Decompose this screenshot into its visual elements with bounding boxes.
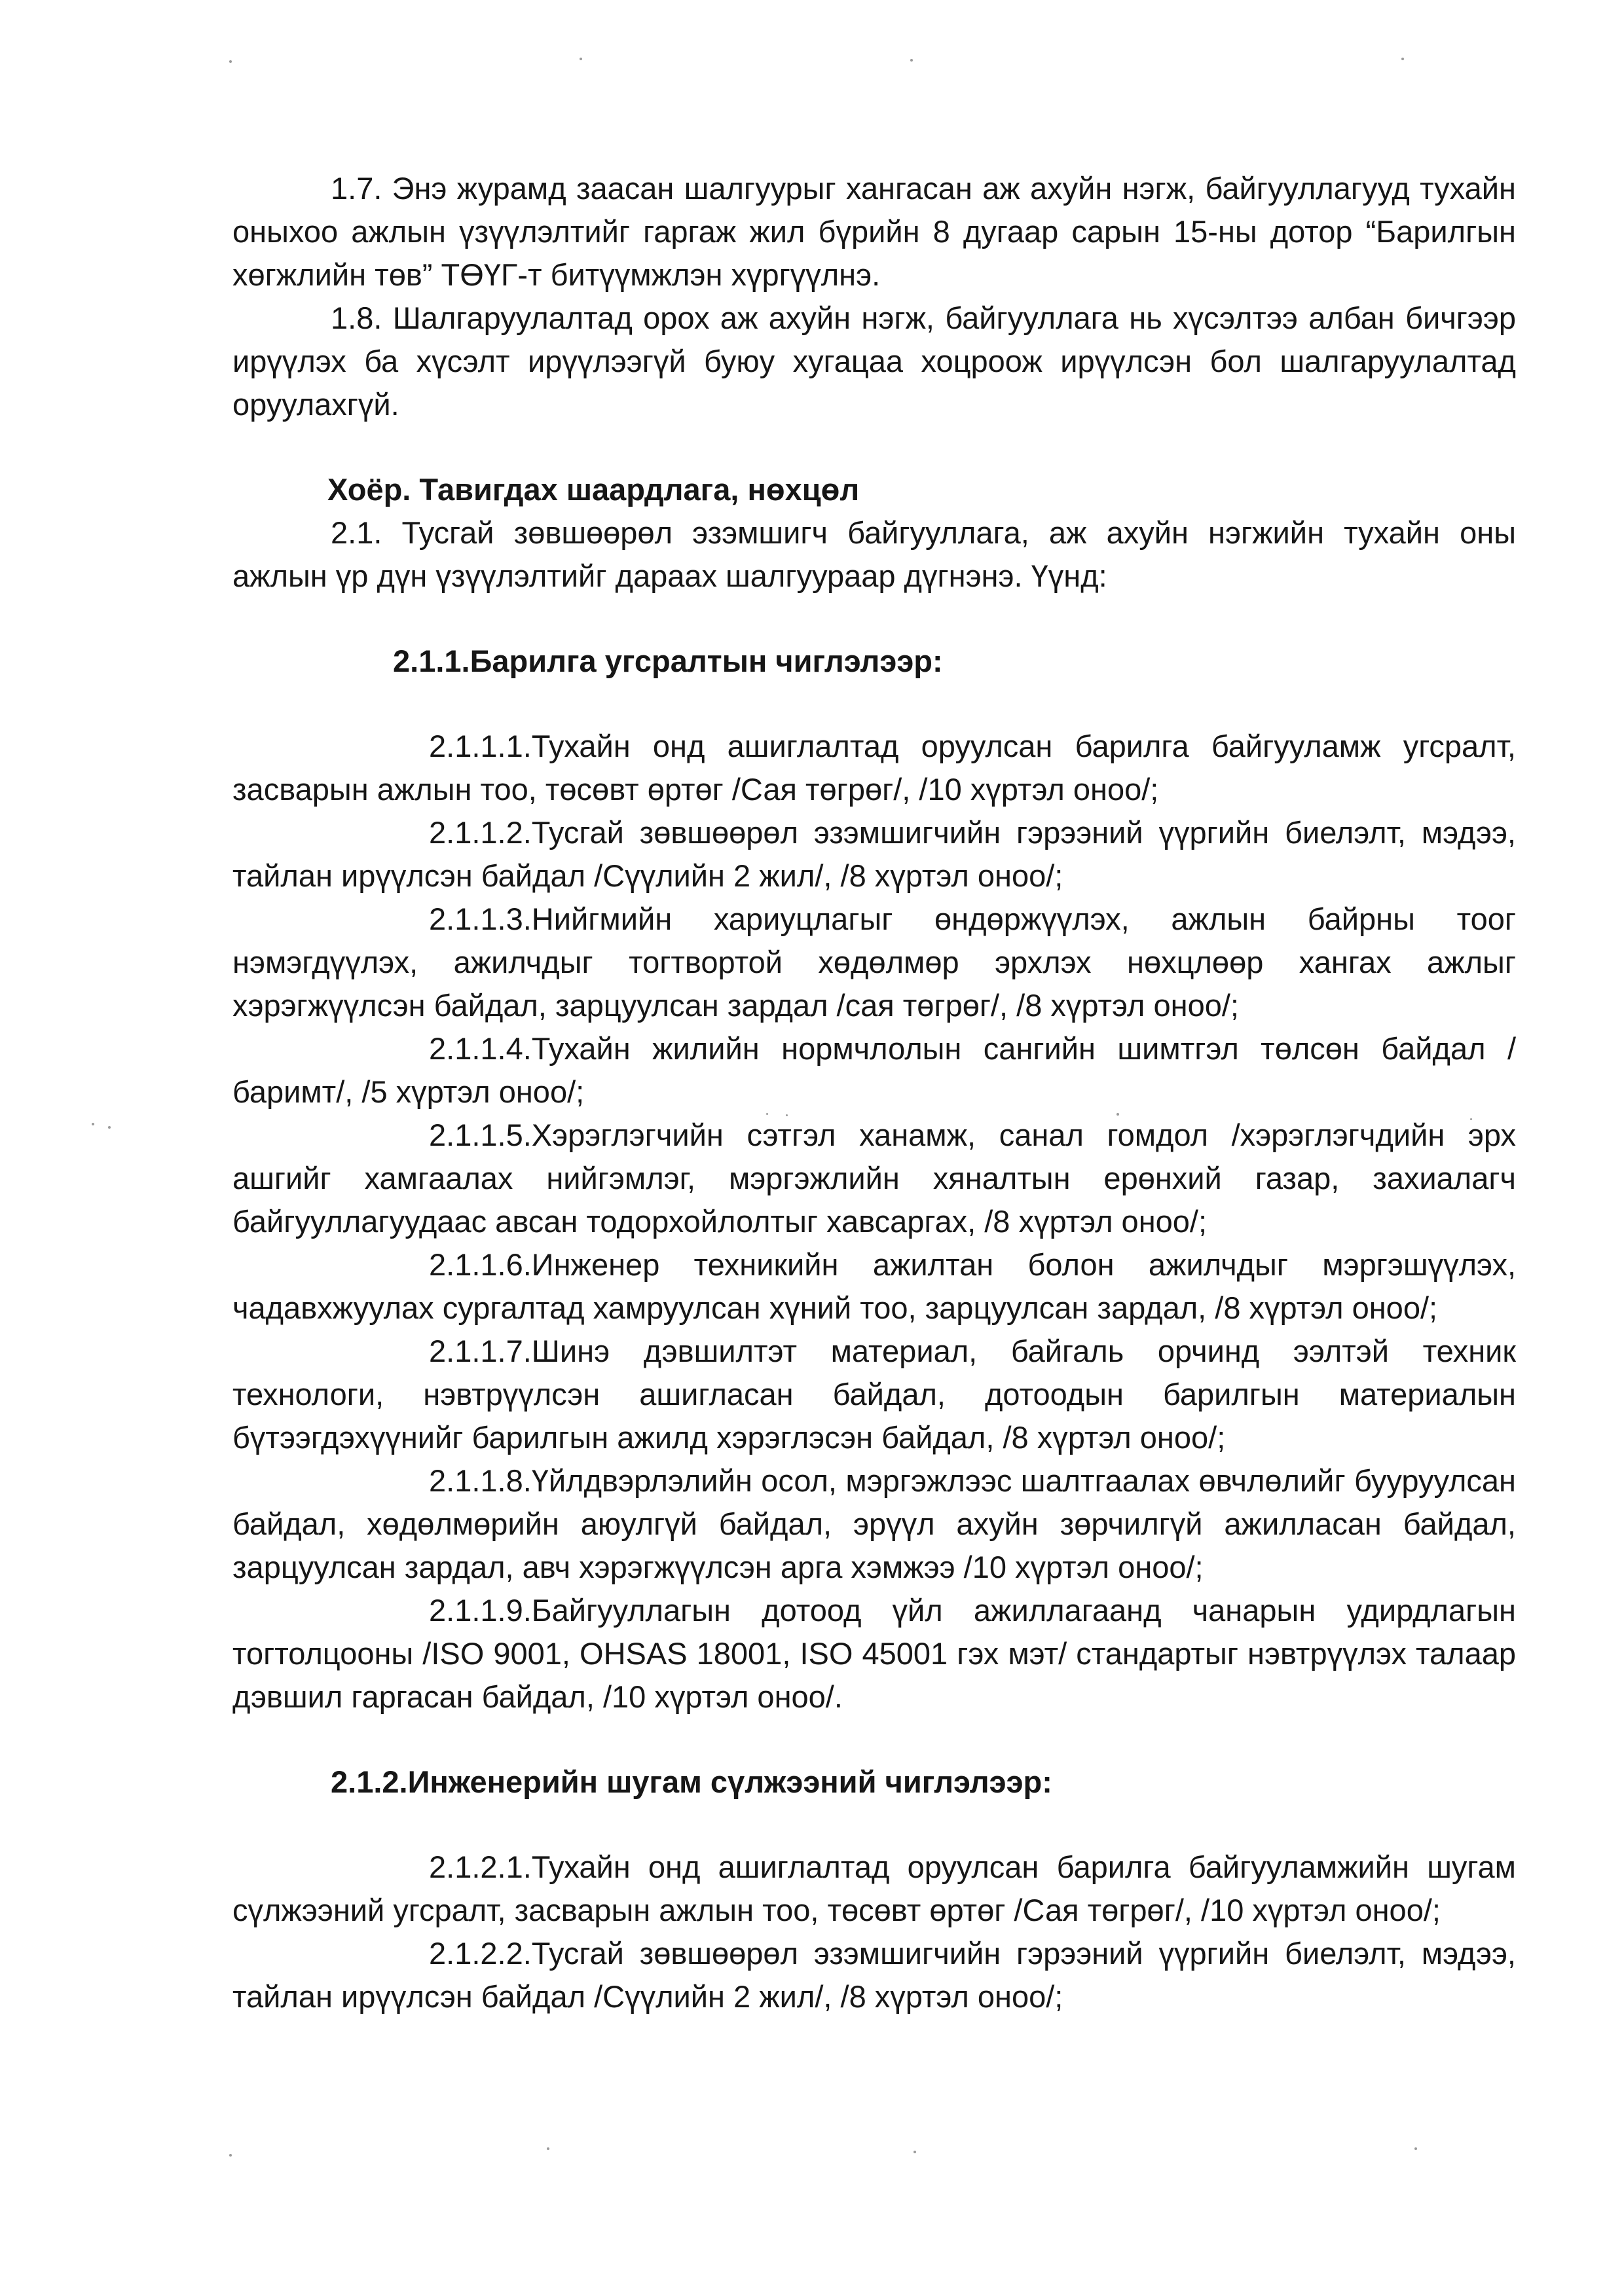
heading-2-1-1: 2.1.1.Барилга угсралтын чиглэлээр: bbox=[393, 644, 943, 678]
scan-speck bbox=[1401, 58, 1404, 60]
scan-speck bbox=[229, 60, 232, 63]
paragraph-2-1: 2.1. Тусгай зөвшөөрөл эзэмшигч байгууллага, аж ахуйн нэгжийн тухайн оны ажлын үр дүн үзүүлэлтийг дараах шалгуураар дүгнэнэ. Үүнд: bbox=[232, 515, 1516, 593]
paragraph-1-8: 1.8. Шалгаруулалтад орох аж ахуйн нэгж, байгууллага нь хүсэлтээ албан бичгээр ирүүлэх ба хүсэлт ирүүлээгүй буюу хугацаа хоцроож ирүүлсэн бол шалгаруулалтад оруулахгүй. bbox=[232, 301, 1516, 422]
paragraph-2-1-1-8: 2.1.1.8.Үйлдвэрлэлийн осол, мэргэжлээс шалтгаалах өвчлөлийг бууруулсан байдал, хөдөлмөрийн аюулгүй байдал, эрүүл ахуйн зөрчилгүй ажилласан байдал, зарцуулсан зардал, авч хэрэгжүүлсэн арга хэмжээ /10 хүртэл оноо/; bbox=[232, 1463, 1516, 1584]
paragraph-2-1-1-4: 2.1.1.4.Тухайн жилийн нормчлолын сангийн шимтгэл төлсөн байдал /баримт/, /5 хүртэл оноо/; bbox=[232, 1031, 1516, 1109]
paragraph-2-1-1-3: 2.1.1.3.Нийгмийн хариуцлагыг өндөржүүлэх, ажлын байрны тоог нэмэгдүүлэх, ажилчдыг тогтвортой хөдөлмөр эрхлэх нөхцлөөр хангах ажлыг хэрэгжүүлсэн байдал, зарцуулсан зардал /сая төгрөг/, /8 хүртэл оноо/; bbox=[232, 902, 1516, 1023]
scan-speck bbox=[108, 1126, 111, 1129]
paragraph-2-1-2-2: 2.1.2.2.Тусгай зөвшөөрөл эзэмшигчийн гэрээний үүргийн биелэлт, мэдээ, тайлан ирүүлсэн байдал /Сүүлийн 2 жил/, /8 хүртэл оноо/; bbox=[232, 1936, 1516, 2014]
scan-speck bbox=[910, 59, 913, 62]
paragraph-2-1-1-7: 2.1.1.7.Шинэ дэвшилтэт материал, байгаль орчинд ээлтэй техник технологи, нэвтрүүлсэн ашигласан байдал, дотоодын барилгын материалын бүтээгдэхүүнийг барилгын ажилд хэрэглэсэн байдал, /8 хүртэл оноо/; bbox=[232, 1334, 1516, 1455]
paragraph-2-1-1-6: 2.1.1.6.Инженер техникийн ажилтан болон ажилчдыг мэргэшүүлэх, чадавхжуулах сургалтад хамруулсан хүний тоо, зарцуулсан зардал, /8 хүртэл оноо/; bbox=[232, 1247, 1516, 1325]
scan-speck bbox=[547, 2147, 549, 2150]
scan-speck bbox=[229, 2154, 232, 2157]
document-body bbox=[232, 167, 1516, 2018]
paragraph-2-1-1-1: 2.1.1.1.Тухайн онд ашиглалтад оруулсан барилга байгууламж угсралт, засварын ажлын тоо, төсөвт өртөг /Сая төгрөг/, /10 хүртэл оноо/; bbox=[232, 729, 1516, 807]
heading-2-1-2: 2.1.2.Инженерийн шугам сүлжээний чиглэлээр: bbox=[331, 1764, 1052, 1799]
section-2-heading: Хоёр. Тавигдах шаардлага, нөхцөл bbox=[327, 472, 860, 507]
paragraph-2-1-1-5: 2.1.1.5.Хэрэглэгчийн сэтгэл ханамж, санал гомдол /хэрэглэгчдийн эрх ашгийг хамгаалах нийгэмлэг, мэргэжлийн хяналтын ерөнхий газар, захиалагч байгууллагуудаас авсан тодорхойлолтыг хавсаргах, /8 хүртэл оноо/; bbox=[232, 1118, 1516, 1239]
scan-speck bbox=[580, 58, 582, 60]
scan-speck bbox=[1414, 2147, 1417, 2150]
paragraph-2-1-1-9: 2.1.1.9.Байгууллагын дотоод үйл ажиллагаанд чанарын удирдлагын тогтолцооны /ISO 9001, OHSAS 18001, ISO 45001 гэх мэт/ стандартыг нэвтрүүлэх талаар дэвшил гаргасан байдал, /10 хүртэл оноо/. bbox=[232, 1593, 1516, 1714]
scan-speck bbox=[92, 1123, 94, 1125]
paragraph-2-1-1-2: 2.1.1.2.Тусгай зөвшөөрөл эзэмшигчийн гэрээний үүргийн биелэлт, мэдээ, тайлан ирүүлсэн байдал /Сүүлийн 2 жил/, /8 хүртэл оноо/; bbox=[232, 815, 1516, 893]
paragraph-2-1-2-1: 2.1.2.1.Тухайн онд ашиглалтад оруулсан барилга байгууламжийн шугам сүлжээний угсралт, засварын ажлын тоо, төсөвт өртөг /Сая төгрөг/, /10 хүртэл оноо/; bbox=[232, 1850, 1516, 1927]
paragraph-1-7: 1.7. Энэ журамд заасан шалгуурыг хангасан аж ахуйн нэгж, байгууллагууд тухайн оныхоо ажлын үзүүлэлтийг гаргаж жил бүрийн 8 дугаар сарын 15-ны дотор “Барилгын хөгжлийн төв” ТӨҮГ-т битүүмжлэн хүргүүлнэ. bbox=[232, 171, 1516, 292]
scan-speck bbox=[913, 2151, 916, 2153]
